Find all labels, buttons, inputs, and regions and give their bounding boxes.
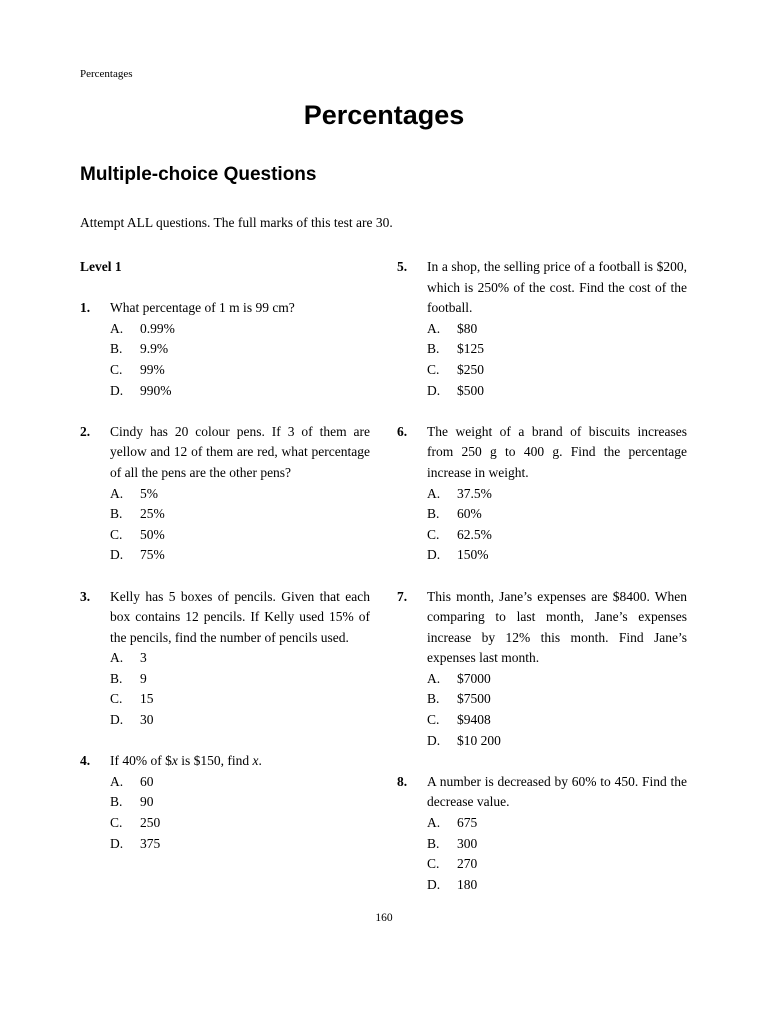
question-number: 7. [397,588,408,604]
answer-option [397,731,687,752]
answer-option [80,339,370,360]
answer-option [80,710,370,731]
question-5 [397,257,687,401]
option-value: 250 [140,815,161,831]
option-value: $7000 [457,670,491,686]
option-letter: A. [427,320,441,336]
option-value: 15 [140,691,154,707]
answer-option [80,648,370,669]
question-2 [80,422,370,566]
question-stem [80,751,370,772]
answer-option [80,669,370,690]
answer-option [80,319,370,340]
option-value: $500 [457,382,484,398]
answer-option [397,854,687,875]
instructions: Attempt ALL questions. The full marks of this test are 30. [80,215,393,230]
option-value: 180 [457,876,478,892]
option-letter: B. [427,691,440,707]
option-value: 75% [140,547,165,563]
question-stem [397,257,687,319]
question-number: 5. [397,259,408,274]
answer-option [397,504,687,525]
question-number: 2. [80,423,91,439]
question-number: 1. [80,300,91,316]
option-value: $80 [457,320,478,336]
option-letter: A. [427,815,441,831]
answer-option [397,834,687,855]
option-value: 60 [140,773,154,789]
option-letter: B. [110,670,123,686]
question-stem [80,587,370,649]
option-letter: C. [110,526,123,542]
answer-option [397,710,687,731]
option-letter: C. [427,712,440,728]
option-letter: A. [110,320,124,336]
question-8 [397,772,687,896]
answer-option [397,689,687,710]
option-value: 3 [140,650,147,666]
option-letter: A. [110,650,124,666]
answer-option [397,360,687,381]
option-letter: D. [110,382,124,398]
question-text: What percentage of 1 m is 99 cm? [110,300,295,316]
option-letter: B. [110,794,123,810]
option-letter: B. [427,835,440,851]
answer-option [397,484,687,505]
answer-option [80,834,370,855]
option-letter: B. [110,341,123,357]
option-value: 50% [140,526,165,542]
answer-option [397,381,687,402]
answer-option [397,339,687,360]
option-letter: A. [427,670,441,686]
question-number: 4. [80,753,91,769]
option-value: 375 [140,835,161,851]
question-stem [397,422,687,484]
option-value: 0.99% [140,320,175,336]
option-value: 9 [140,670,147,686]
option-letter: A. [110,773,124,789]
option-letter: C. [427,856,440,872]
option-letter: B. [427,341,440,357]
option-letter: A. [110,485,124,501]
question-4 [80,751,370,854]
answer-option [80,792,370,813]
question-text: The weight of a brand of biscuits increases from 250 g to 400 g. Find the percentage increase in weight. [427,423,687,480]
question-1 [80,298,370,401]
left-column [80,257,370,875]
question-7 [397,587,687,752]
question-text: Kelly has 5 boxes of pencils. Given that each box contains 12 pencils. If Kelly used 15% of the pencils, find the number of pencils used. [110,588,370,645]
answer-option [397,669,687,690]
option-value: 9.9% [140,341,169,357]
option-value: 62.5% [457,526,492,542]
option-value: 25% [140,506,165,522]
option-letter: B. [110,506,123,522]
option-value: 270 [457,856,478,872]
option-letter: B. [427,506,440,522]
section-title: Multiple-choice Questions [80,164,317,185]
question-text: If 40% of $x is $150, find x. [110,753,262,769]
option-letter: D. [427,382,441,398]
question-3 [80,587,370,731]
question-text: This month, Jane’s expenses are $8400. When comparing to last month, Jane’s expenses increase by 12% this month. Find Jane’s expenses last month. [427,588,687,666]
answer-option [80,813,370,834]
option-value: 675 [457,815,478,831]
question-stem [80,422,370,484]
question-stem [397,587,687,669]
option-letter: A. [427,485,441,501]
option-letter: C. [110,691,123,707]
answer-option [397,813,687,834]
option-value: 5% [140,485,158,501]
question-list-right [397,257,687,895]
running-head: Percentages [80,68,133,80]
option-letter: D. [427,732,441,748]
answer-option [397,319,687,340]
option-letter: D. [110,835,124,851]
option-value: 150% [457,547,489,563]
option-value: $7500 [457,691,491,707]
answer-option [397,875,687,896]
option-letter: C. [427,526,440,542]
option-value: 60% [457,506,482,522]
option-value: 30 [140,712,154,728]
answer-option [80,381,370,402]
page-title: Percentages [303,100,465,130]
option-letter: D. [427,876,441,892]
option-value: 990% [140,382,172,398]
option-letter: C. [427,361,440,377]
option-value: $10 200 [457,732,501,748]
answer-option [80,772,370,793]
level-label: Level 1 [80,259,122,274]
option-letter: D. [110,712,124,728]
question-stem [80,298,370,319]
answer-option [397,545,687,566]
option-letter: C. [110,815,123,831]
question-list-left [80,298,370,854]
question-stem [397,772,687,813]
page-number: 160 [375,912,393,924]
option-value: $9408 [457,712,491,728]
question-6 [397,422,687,566]
question-text: A number is decreased by 60% to 450. Find the decrease value. [427,773,687,810]
option-letter: D. [110,547,124,563]
answer-option [80,360,370,381]
option-letter: D. [427,547,441,563]
answer-option [397,525,687,546]
question-text: In a shop, the selling price of a football is $200, which is 250% of the cost. Find the cost of the football. [427,259,687,316]
option-value: 300 [457,835,478,851]
answer-option [80,484,370,505]
answer-option [80,545,370,566]
question-number: 8. [397,773,408,789]
option-value: 99% [140,361,165,377]
option-value: 90 [140,794,154,810]
right-column [397,257,687,916]
question-number: 6. [397,423,408,439]
question-text: Cindy has 20 colour pens. If 3 of them are yellow and 12 of them are red, what percentage of all the pens are the other pens? [110,423,370,480]
answer-option [80,504,370,525]
question-number: 3. [80,588,91,604]
option-value: $125 [457,341,484,357]
option-value: $250 [457,361,484,377]
answer-option [80,689,370,710]
option-letter: C. [110,361,123,377]
answer-option [80,525,370,546]
option-value: 37.5% [457,485,492,501]
